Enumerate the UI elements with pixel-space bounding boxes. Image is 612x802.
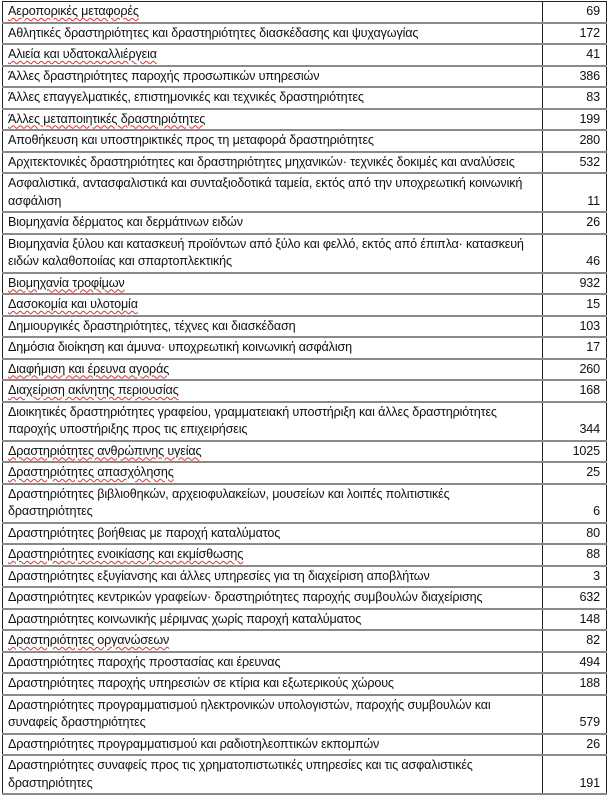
sector-label: Δραστηριότητες προγραμματισμού και ραδιοτηλεοπτικών εκπομπών <box>8 736 380 751</box>
sector-label-cell[interactable] <box>3 484 543 523</box>
count-value: 632 <box>579 590 600 604</box>
count-value: 26 <box>586 736 600 751</box>
count-value: 932 <box>579 275 600 290</box>
count-cell[interactable] <box>543 109 607 131</box>
count-cell[interactable] <box>543 316 607 338</box>
table-row[interactable] <box>3 359 607 381</box>
count-cell[interactable] <box>543 380 607 402</box>
table-row[interactable] <box>3 609 607 631</box>
count-cell[interactable] <box>543 66 607 88</box>
sector-label-cell[interactable] <box>3 87 543 109</box>
sector-label: Δραστηριότητες απασχόλησης <box>8 465 174 479</box>
count-value: 80 <box>586 525 600 540</box>
count-cell[interactable] <box>543 130 607 152</box>
sector-label-cell[interactable] <box>3 337 543 359</box>
count-value: 41 <box>586 47 600 61</box>
sector-label-cell[interactable] <box>3 755 543 794</box>
count-value: 15 <box>586 297 600 311</box>
sector-label: Άλλες επαγγελματικές, επιστημονικές και τεχνικές δραστηριότητες <box>8 90 364 104</box>
count-value: 199 <box>579 111 600 126</box>
sector-label: Βιομηχανία ξύλου και κατασκευή προϊόντων από ξύλο και φελλό, εκτός από έπιπλα· κατασκευή ειδών καλαθοποιίας και σπαρτοπλεκτικής <box>8 236 524 268</box>
sector-label-cell[interactable] <box>3 652 543 674</box>
table-row[interactable] <box>3 566 607 588</box>
count-value: 82 <box>586 633 600 647</box>
count-cell[interactable] <box>543 173 607 212</box>
count-cell[interactable] <box>543 23 607 45</box>
table-row[interactable] <box>3 380 607 402</box>
table-row[interactable] <box>3 273 607 295</box>
count-value: 46 <box>586 254 600 268</box>
count-cell[interactable] <box>543 87 607 109</box>
sector-label-cell[interactable] <box>3 234 543 273</box>
count-cell[interactable] <box>543 544 607 566</box>
count-cell[interactable] <box>543 462 607 484</box>
table-row[interactable] <box>3 652 607 674</box>
sector-label-cell[interactable] <box>3 695 543 734</box>
count-value: 168 <box>579 383 600 397</box>
count-value: 494 <box>579 654 600 669</box>
table-row[interactable] <box>3 294 607 316</box>
count-value: 579 <box>579 715 600 729</box>
table-row[interactable] <box>3 484 607 523</box>
count-value: 6 <box>593 504 600 518</box>
count-value: 17 <box>586 340 600 354</box>
count-value: 1025 <box>572 443 600 458</box>
count-cell[interactable] <box>543 695 607 734</box>
table-row[interactable] <box>3 695 607 734</box>
sector-label-cell[interactable] <box>3 23 543 45</box>
count-cell[interactable] <box>543 212 607 234</box>
sector-label-cell[interactable] <box>3 44 543 66</box>
table-row[interactable] <box>3 544 607 566</box>
table-row[interactable] <box>3 66 607 88</box>
sector-label: Διαφήμιση και έρευνα αγοράς <box>8 361 170 376</box>
count-value: 188 <box>579 676 600 690</box>
sector-label: Βιομηχανία δέρματος και δερμάτινων ειδών <box>8 215 243 229</box>
count-cell[interactable] <box>543 566 607 588</box>
sector-label-cell[interactable] <box>3 402 543 441</box>
sector-label-cell[interactable] <box>3 544 543 566</box>
table-row[interactable] <box>3 587 607 609</box>
sector-label: Δραστηριότητες προγραμματισμού ηλεκτρονικών υπολογιστών, παροχής συμβουλών και συναφείς δραστηριότητες <box>8 697 491 729</box>
table-row[interactable] <box>3 87 607 109</box>
sector-label-cell[interactable] <box>3 294 543 316</box>
count-cell[interactable] <box>543 234 607 273</box>
table-row[interactable] <box>3 734 607 756</box>
sector-label: Ασφαλιστικά, αντασφαλιστικά και συνταξιοδοτικά ταμεία, εκτός από την υποχρεωτική κοινωνική ασφάλιση <box>8 176 523 208</box>
count-cell[interactable] <box>543 630 607 652</box>
table-row[interactable] <box>3 316 607 338</box>
count-value: 25 <box>586 465 600 479</box>
sector-label-cell[interactable] <box>3 316 543 338</box>
sector-label: Δραστηριότητες οργανώσεων <box>8 633 170 647</box>
sector-label-cell[interactable] <box>3 734 543 756</box>
count-cell[interactable] <box>543 587 607 609</box>
count-cell[interactable] <box>543 441 607 463</box>
sector-label: Αποθήκευση και υποστηρικτικές προς τη μεταφορά δραστηριότητες <box>8 133 374 147</box>
count-value: 83 <box>586 90 600 104</box>
count-value: 344 <box>579 422 600 436</box>
table-row[interactable] <box>3 441 607 463</box>
sector-label: Δημόσια διοίκηση και άμυνα· υποχρεωτική κοινωνική ασφάλιση <box>8 340 352 354</box>
sector-label-cell[interactable] <box>3 566 543 588</box>
count-cell[interactable] <box>543 523 607 545</box>
table-row[interactable] <box>3 523 607 545</box>
count-cell[interactable] <box>543 652 607 674</box>
table-row[interactable] <box>3 152 607 174</box>
table-row[interactable] <box>3 23 607 45</box>
table-row[interactable] <box>3 673 607 695</box>
table-row[interactable] <box>3 2 607 23</box>
sector-label: Αρχιτεκτονικές δραστηριότητες και δραστηριότητες μηχανικών· τεχνικές δοκιμές και αναλύσεις <box>8 154 515 169</box>
sector-label: Διαχείριση ακίνητης περιουσίας <box>8 383 179 397</box>
sector-label: Δραστηριότητες βοήθειας με παροχή καταλύματος <box>8 525 281 540</box>
sector-label-cell[interactable] <box>3 273 543 295</box>
table-row[interactable] <box>3 630 607 652</box>
count-cell[interactable] <box>543 294 607 316</box>
count-value: 172 <box>579 25 600 40</box>
sector-label-cell[interactable] <box>3 66 543 88</box>
count-cell[interactable] <box>543 734 607 756</box>
count-cell[interactable] <box>543 673 607 695</box>
count-cell[interactable] <box>543 609 607 631</box>
count-value: 148 <box>579 611 600 626</box>
sector-label-cell[interactable] <box>3 462 543 484</box>
count-cell[interactable] <box>543 359 607 381</box>
sector-label-cell[interactable] <box>3 630 543 652</box>
count-cell[interactable] <box>543 44 607 66</box>
count-value: 260 <box>579 361 600 376</box>
sector-label-cell[interactable] <box>3 152 543 174</box>
sector-label: Δραστηριότητες κοινωνικής μέριμνας χωρίς παροχή καταλύματος <box>8 611 362 626</box>
table-row[interactable] <box>3 462 607 484</box>
sector-label: Δασοκομία και υλοτομία <box>8 297 138 311</box>
sector-label: Δραστηριότητες παροχής υπηρεσιών σε κτίρια και εξωτερικούς χώρους <box>8 676 394 690</box>
sector-label-cell[interactable] <box>3 587 543 609</box>
sector-label-cell[interactable] <box>3 609 543 631</box>
sector-label: Διοικητικές δραστηριότητες γραφείου, γραμματειακή υποστήριξη και άλλες δραστηριότητες παροχής υποστήριξης προς τις επιχειρήσεις <box>8 404 497 436</box>
table-row[interactable] <box>3 755 607 794</box>
count-value: 3 <box>593 568 600 583</box>
count-cell[interactable] <box>543 2 607 23</box>
table-row[interactable] <box>3 44 607 66</box>
table-row[interactable] <box>3 109 607 131</box>
sector-label-cell[interactable] <box>3 380 543 402</box>
table-row[interactable] <box>3 234 607 273</box>
sector-label: Δραστηριότητες κεντρικών γραφείων· δραστηριότητες παροχής συμβουλών διαχείρισης <box>8 590 483 604</box>
sector-count-table <box>2 1 607 795</box>
sector-label: Άλλες δραστηριότητες παροχής προσωπικών υπηρεσιών <box>8 68 320 83</box>
count-cell[interactable] <box>543 402 607 441</box>
sector-label-cell[interactable] <box>3 359 543 381</box>
sector-label-cell[interactable] <box>3 130 543 152</box>
table-row[interactable] <box>3 402 607 441</box>
sector-label: Δραστηριότητες παροχής προστασίας και έρευνας <box>8 654 281 669</box>
count-cell[interactable] <box>543 337 607 359</box>
sector-label-cell[interactable] <box>3 523 543 545</box>
sector-label: Δραστηριότητες ενοικίασης και εκμίσθωσης <box>8 547 244 561</box>
sector-label: Δραστηριότητες εξυγίανσης και άλλες υπηρεσίες για τη διαχείριση αποβλήτων <box>8 568 430 583</box>
sector-label: Αθλητικές δραστηριότητες και δραστηριότητες διασκέδασης και ψυχαγωγίας <box>8 25 419 40</box>
table-body <box>3 2 607 795</box>
count-cell[interactable] <box>543 484 607 523</box>
table-row[interactable] <box>3 173 607 212</box>
count-cell[interactable] <box>543 755 607 794</box>
sector-label: Αεροπορικές μεταφορές <box>8 4 139 18</box>
sector-label: Δημιουργικές δραστηριότητες, τέχνες και διασκέδαση <box>8 318 296 333</box>
count-value: 386 <box>579 68 600 83</box>
sector-label-cell[interactable] <box>3 173 543 212</box>
count-value: 532 <box>579 154 600 169</box>
count-value: 26 <box>586 215 600 229</box>
sector-label: Άλλες μεταποιητικές δραστηριότητες <box>8 111 206 126</box>
sector-label-cell[interactable] <box>3 212 543 234</box>
sector-label: Βιομηχανία τροφίμων <box>8 275 125 290</box>
table-row[interactable] <box>3 130 607 152</box>
sector-label: Δραστηριότητες ανθρώπινης υγείας <box>8 443 202 458</box>
sector-label: Δραστηριότητες βιβλιοθηκών, αρχειοφυλακείων, μουσείων και λοιπές πολιτιστικές δραστηριότητες <box>8 486 450 518</box>
sector-label-cell[interactable] <box>3 2 543 23</box>
count-cell[interactable] <box>543 273 607 295</box>
count-value: 69 <box>586 4 600 18</box>
sector-label-cell[interactable] <box>3 109 543 131</box>
sector-label-cell[interactable] <box>3 673 543 695</box>
count-value: 88 <box>586 547 600 561</box>
count-value: 11 <box>587 193 600 208</box>
sector-label: Αλιεία και υδατοκαλλιέργεια <box>8 47 157 61</box>
count-value: 103 <box>579 318 600 333</box>
count-cell[interactable] <box>543 152 607 174</box>
sector-label-cell[interactable] <box>3 441 543 463</box>
table-row[interactable] <box>3 212 607 234</box>
count-value: 280 <box>579 133 600 147</box>
table-row[interactable] <box>3 337 607 359</box>
count-value: 191 <box>579 775 600 790</box>
sector-label: Δραστηριότητες συναφείς προς τις χρηματοπιστωτικές υπηρεσίες και τις ασφαλιστικές δραστηριότητες <box>8 758 473 790</box>
